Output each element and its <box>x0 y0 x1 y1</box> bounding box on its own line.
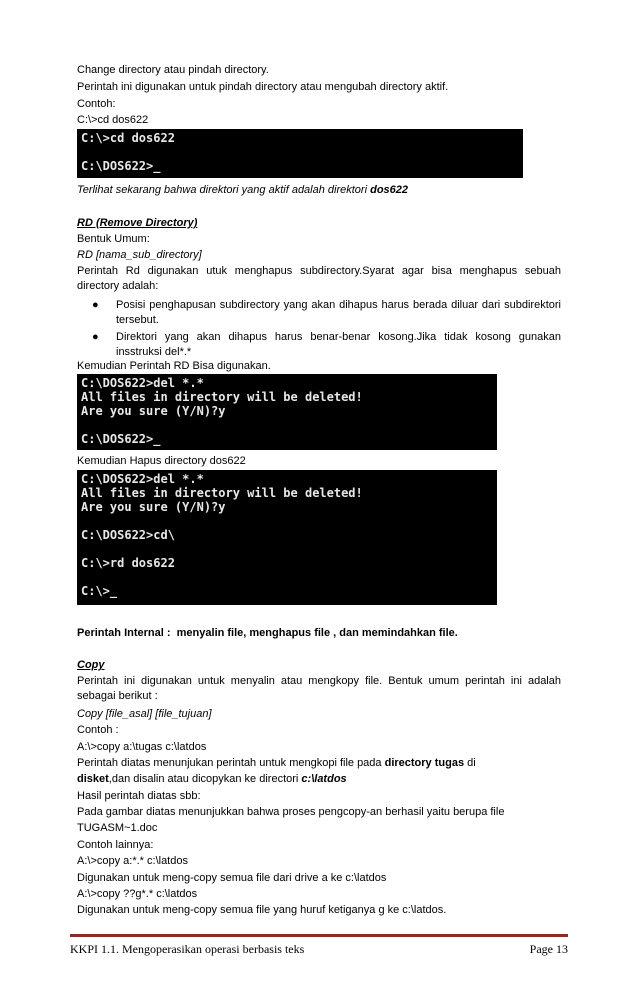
copy-description: Perintah ini digunakan untuk menyalin atau mengkopy file. Bentuk umum perintah ini adalah sebagai berikut : <box>77 675 561 702</box>
text-line: Contoh : <box>77 724 119 736</box>
bullet-item: Posisi penghapusan subdirectory yang akan dihapus harus berada diluar dari subdirektori tersebut. <box>116 299 561 326</box>
terminal-line: C:\>cd dos622 <box>81 131 175 145</box>
bullet-item: Direktori yang akan dihapus harus benar-benar kosong.Jika tidak kosong gunakan insstruksi del*.* <box>116 331 561 358</box>
text-line: Perintah ini digunakan untuk pindah directory atau mengubah directory aktif. <box>77 81 449 93</box>
terminal-line: C:\DOS622>cd\ <box>81 528 175 542</box>
terminal-line: C:\DOS622>del *.* <box>81 472 204 486</box>
text-line: Change directory atau pindah directory. <box>77 64 269 76</box>
terminal-screenshot-del <box>77 374 497 450</box>
command-example: A:\>copy a:*.* c:\latdos <box>77 855 188 867</box>
footer-rule <box>70 934 568 937</box>
text-line: Pada gambar diatas menunjukkan bahwa proses pengcopy-an berhasil yaitu berupa file <box>77 806 505 818</box>
text-line: Digunakan untuk meng-copy semua file dari drive a ke c:\latdos <box>77 872 387 884</box>
text-line: Digunakan untuk meng-copy semua file yang huruf ketiganya g ke c:\latdos. <box>77 904 447 916</box>
text-line: disket,dan disalin atau dicopykan ke directori c:\latdos <box>77 773 347 785</box>
caption: Terlihat sekarang bahwa direktori yang aktif adalah direktori dos622 <box>77 184 409 196</box>
terminal-screenshot-cd <box>77 129 523 178</box>
terminal-screenshot-rd <box>77 470 497 605</box>
terminal-line: C:\DOS622>_ <box>81 432 161 446</box>
bullet-icon: ● <box>92 299 99 311</box>
terminal-line: All files in directory will be deleted! <box>81 390 363 404</box>
terminal-line: Are you sure (Y/N)?y <box>81 404 226 418</box>
terminal-line: All files in directory will be deleted! <box>81 486 363 500</box>
text-line: Bentuk Umum: <box>77 233 150 245</box>
terminal-line <box>81 514 493 528</box>
rd-syntax: RD [nama_sub_directory] <box>77 249 202 261</box>
command-example: A:\>copy ??g*.* c:\latdos <box>77 888 198 900</box>
terminal-line: C:\DOS622>_ <box>81 159 161 173</box>
terminal-line: Are you sure (Y/N)?y <box>81 500 226 514</box>
text-line: Hasil perintah diatas sbb: <box>77 790 201 802</box>
text-line: Kemudian Perintah RD Bisa digunakan. <box>77 360 271 372</box>
terminal-line: C:\DOS622>del *.* <box>81 376 204 390</box>
text-line: TUGASM~1.doc <box>77 822 158 834</box>
footer-title: KKPI 1.1. Mengoperasikan operasi berbasis teks <box>70 942 305 956</box>
terminal-line <box>81 418 493 432</box>
text-line: Contoh: <box>77 98 116 110</box>
terminal-line <box>81 145 519 159</box>
copy-syntax: Copy [file_asal] [file_tujuan] <box>77 708 212 720</box>
terminal-line: C:\>rd dos622 <box>81 556 175 570</box>
text-line: Perintah diatas menunjukan perintah untuk mengkopi file pada directory tugas di <box>77 757 476 769</box>
terminal-line <box>81 542 493 556</box>
bullet-icon: ● <box>92 331 99 343</box>
command-example: A:\>copy a:\tugas c:\latdos <box>77 741 207 753</box>
text-line: C:\>cd dos622 <box>77 114 149 126</box>
page-number: Page 13 <box>529 942 568 956</box>
internal-heading: Perintah Internal : menyalin file, menghapus file , dan memindahkan file. <box>77 627 458 639</box>
rd-description: Perintah Rd digunakan utuk menghapus subdirectory.Syarat agar bisa menghapus sebuah directory adalah: <box>77 265 561 292</box>
text-line: Contoh lainnya: <box>77 839 154 851</box>
terminal-line <box>81 570 493 584</box>
text-line: Kemudian Hapus directory dos622 <box>77 455 246 467</box>
terminal-line: C:\>_ <box>81 584 118 598</box>
section-heading-rd: RD (Remove Directory) <box>77 217 198 229</box>
section-heading-copy: Copy <box>77 659 105 671</box>
